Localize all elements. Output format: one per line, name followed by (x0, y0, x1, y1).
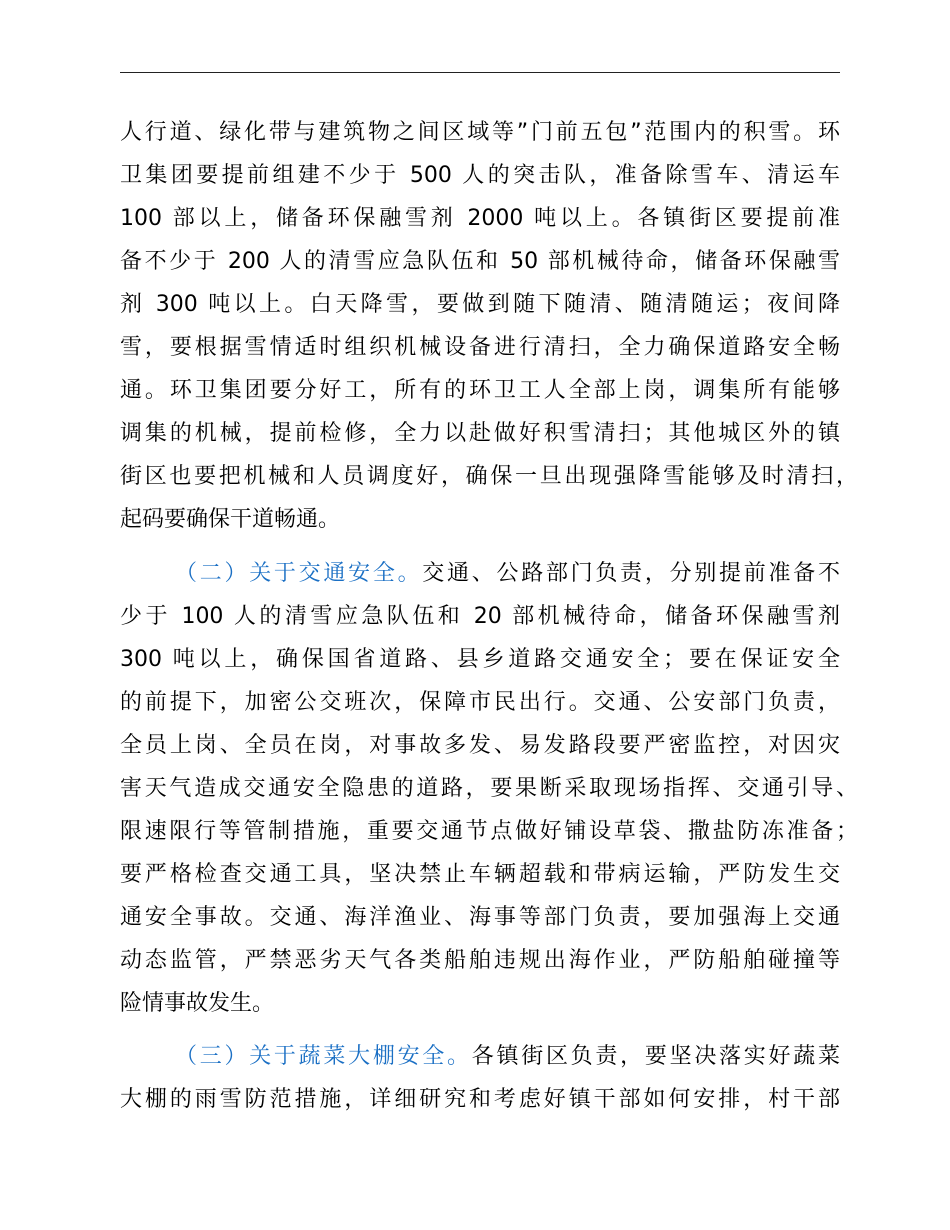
paragraph2-line-8: 要严格检查交通工具，坚决禁止车辆超载和带病运输，严防发生交 (120, 862, 840, 887)
header-rule (120, 72, 840, 73)
paragraph3-line-1 (175, 1042, 840, 1072)
paragraph1-line-10: 起码要确保干道畅通。 (120, 507, 341, 532)
paragraph2-line-6: 害天气造成交通安全隐患的道路，要果断采取现场指挥、交通引导、 (120, 776, 858, 801)
section-heading-traffic-safety: （二）关于交通安全。 (175, 561, 423, 586)
paragraph1-line-5: 剂 300 吨以上。白天降雪，要做到随下随清、随清随运；夜间降 (120, 292, 840, 317)
paragraph2-line-5: 全员上岗、全员在岗，对事故多发、易发路段要严密监控，对因灾 (120, 733, 840, 758)
paragraph1-line-3: 100 部以上，储备环保融雪剂 2000 吨以上。各镇街区要提前准 (120, 206, 840, 231)
paragraph1-line-6: 雪，要根据雪情适时组织机械设备进行清扫，全力确保道路安全畅 (120, 335, 840, 360)
paragraph1-line-2: 卫集团要提前组建不少于 500 人的突击队，准备除雪车、清运车 (120, 163, 840, 188)
paragraph1-line-9: 街区也要把机械和人员调度好，确保一旦出现强降雪能够及时清扫， (120, 464, 858, 489)
paragraph2-line-9: 通安全事故。交通、海洋渔业、海事等部门负责，要加强海上交通 (120, 905, 840, 930)
paragraph3-line-1-rest: 各镇街区负责，要坚决落实好蔬菜 (471, 1044, 840, 1069)
paragraph2-line-7: 限速限行等管制措施，重要交通节点做好铺设草袋、撒盐防冻准备； (120, 819, 858, 844)
paragraph2-line-1-rest: 交通、公路部门负责，分别提前准备不 (422, 561, 840, 586)
paragraph1-line-7: 通。环卫集团要分好工，所有的环卫工人全部上岗，调集所有能够 (120, 378, 840, 403)
paragraph2-line-2: 少于 100 人的清雪应急队伍和 20 部机械待命，储备环保融雪剂 (120, 604, 840, 629)
paragraph2-line-4: 的前提下，加密公交班次，保障市民出行。交通、公安部门负责， (120, 690, 840, 715)
section-heading-vegetable-greenhouse-safety: （三）关于蔬菜大棚安全。 (175, 1044, 472, 1069)
paragraph2-line-1 (175, 559, 840, 589)
paragraph1-line-8: 调集的机械，提前检修，全力以赴做好积雪清扫；其他城区外的镇 (120, 421, 840, 446)
paragraph1-line-1: 人行道、绿化带与建筑物之间区域等”门前五包”范围内的积雪。环 (120, 120, 840, 145)
paragraph3-line-2: 大棚的雨雪防范措施，详细研究和考虑好镇干部如何安排，村干部 (120, 1087, 840, 1112)
paragraph2-line-3: 300 吨以上，确保国省道路、县乡道路交通安全；要在保证安全 (120, 647, 840, 672)
paragraph2-line-11: 险情事故发生。 (120, 991, 275, 1016)
paragraph1-line-4: 备不少于 200 人的清雪应急队伍和 50 部机械待命，储备环保融雪 (120, 249, 840, 274)
paragraph2-line-10: 动态监管，严禁恶劣天气各类船舶违规出海作业，严防船舶碰撞等 (120, 948, 840, 973)
